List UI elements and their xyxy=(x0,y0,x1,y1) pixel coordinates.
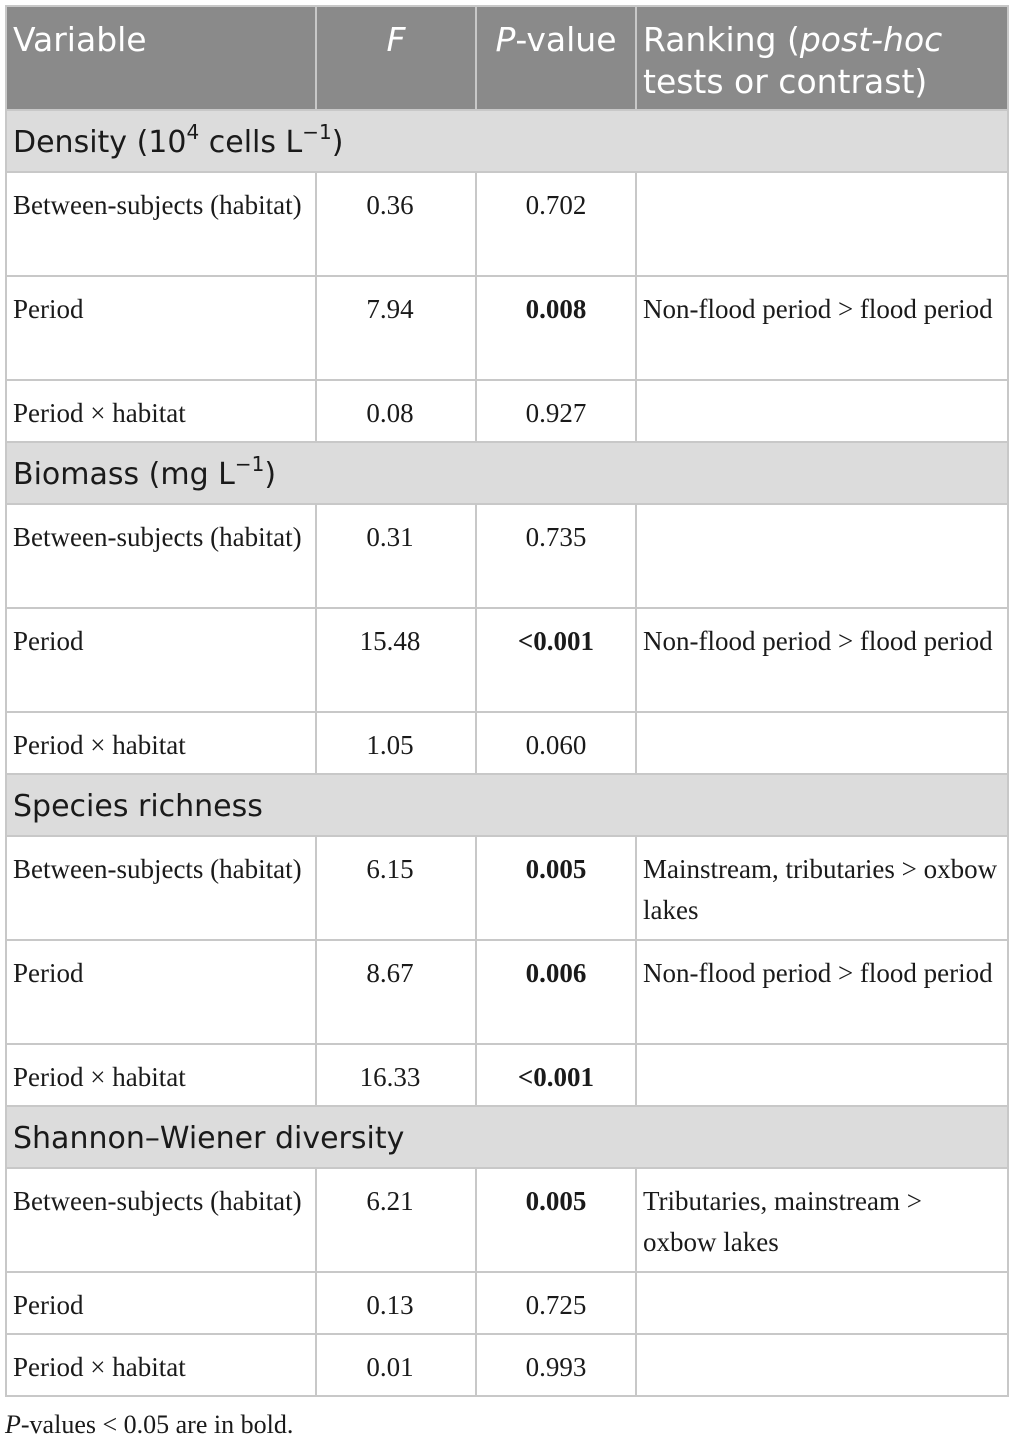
cell-variable: Period xyxy=(6,1272,316,1334)
cell-ranking xyxy=(636,504,1008,608)
cell-ranking xyxy=(636,1272,1008,1334)
cell-ranking xyxy=(636,380,1008,442)
section-title-title-pre: Biomass (mg L xyxy=(13,457,235,492)
cell-p-value: 0.005 xyxy=(476,836,636,940)
table-row xyxy=(6,172,1008,276)
header-ranking xyxy=(636,6,1008,110)
cell-variable: Between-subjects (habitat) xyxy=(6,836,316,940)
cell-variable: Period × habitat xyxy=(6,1044,316,1106)
cell-p-value: 0.006 xyxy=(476,940,636,1044)
table-row xyxy=(6,1044,1008,1106)
cell-p-value: <0.001 xyxy=(476,1044,636,1106)
cell-f: 6.15 xyxy=(316,836,476,940)
section-title-title-post: ) xyxy=(331,125,344,160)
cell-variable: Between-subjects (habitat) xyxy=(6,504,316,608)
header-ranking-a: Ranking ( xyxy=(643,20,800,59)
cell-f: 0.13 xyxy=(316,1272,476,1334)
footnote-italic: P xyxy=(5,1410,21,1439)
header-p-italic: P xyxy=(495,20,516,59)
section-title xyxy=(6,774,1008,836)
cell-variable: Period × habitat xyxy=(6,380,316,442)
cell-ranking: Non-flood period > flood period xyxy=(636,608,1008,712)
cell-variable: Period xyxy=(6,608,316,712)
header-ranking-italic: post-hoc xyxy=(799,20,943,59)
table-row xyxy=(6,712,1008,774)
cell-p-value: 0.005 xyxy=(476,1168,636,1272)
section-row xyxy=(6,442,1008,504)
cell-p-value: 0.735 xyxy=(476,504,636,608)
section-row xyxy=(6,110,1008,172)
header-p-rest: -value xyxy=(515,20,617,59)
table-row xyxy=(6,1272,1008,1334)
section-row xyxy=(6,1106,1008,1168)
header-variable: Variable xyxy=(6,6,316,110)
cell-variable: Period × habitat xyxy=(6,1334,316,1396)
cell-f: 8.67 xyxy=(316,940,476,1044)
section-title-title-pre: Density (10 xyxy=(13,125,187,160)
cell-variable: Period xyxy=(6,940,316,1044)
section-title-title-post: ) xyxy=(264,457,277,492)
cell-f: 1.05 xyxy=(316,712,476,774)
table-row xyxy=(6,380,1008,442)
cell-ranking xyxy=(636,712,1008,774)
cell-p-value: 0.702 xyxy=(476,172,636,276)
cell-p-value: 0.993 xyxy=(476,1334,636,1396)
cell-f: 6.21 xyxy=(316,1168,476,1272)
section-title xyxy=(6,110,1008,172)
cell-ranking xyxy=(636,172,1008,276)
table-row xyxy=(6,1334,1008,1396)
cell-f: 0.08 xyxy=(316,380,476,442)
cell-variable: Period xyxy=(6,276,316,380)
cell-p-value: 0.725 xyxy=(476,1272,636,1334)
cell-f: 7.94 xyxy=(316,276,476,380)
results-table xyxy=(5,5,1009,1397)
cell-ranking: Non-flood period > flood period xyxy=(636,276,1008,380)
cell-ranking xyxy=(636,1334,1008,1396)
cell-f: 15.48 xyxy=(316,608,476,712)
cell-f: 0.01 xyxy=(316,1334,476,1396)
section-title-title-sup: 4 xyxy=(186,120,200,144)
cell-variable: Between-subjects (habitat) xyxy=(6,1168,316,1272)
cell-p-value: 0.060 xyxy=(476,712,636,774)
table-row xyxy=(6,1168,1008,1272)
header-row xyxy=(6,6,1008,110)
section-title-title-pre: Species richness xyxy=(13,789,263,824)
section-title-title-pre: Shannon–Wiener diversity xyxy=(13,1121,405,1156)
footnote-text: -values < 0.05 are in bold. xyxy=(20,1410,294,1439)
section-title xyxy=(6,1106,1008,1168)
section-row xyxy=(6,774,1008,836)
cell-variable: Between-subjects (habitat) xyxy=(6,172,316,276)
header-f xyxy=(316,6,476,110)
footnote xyxy=(5,1410,293,1440)
section-title-title-sup2: −1 xyxy=(302,120,332,144)
table-body xyxy=(6,110,1008,1396)
cell-p-value: 0.008 xyxy=(476,276,636,380)
table-row xyxy=(6,940,1008,1044)
cell-f: 0.31 xyxy=(316,504,476,608)
header-f-text: F xyxy=(386,20,406,59)
cell-variable: Period × habitat xyxy=(6,712,316,774)
cell-ranking: Mainstream, tributaries > oxbow lakes xyxy=(636,836,1008,940)
table-row xyxy=(6,276,1008,380)
cell-ranking: Non-flood period > flood period xyxy=(636,940,1008,1044)
cell-p-value: 0.927 xyxy=(476,380,636,442)
header-p-value xyxy=(476,6,636,110)
header-ranking-b: tests or contrast) xyxy=(643,62,928,101)
section-title-title-mid: cells L xyxy=(199,125,303,160)
cell-f: 16.33 xyxy=(316,1044,476,1106)
section-title xyxy=(6,442,1008,504)
table-row xyxy=(6,836,1008,940)
cell-p-value: <0.001 xyxy=(476,608,636,712)
table-row xyxy=(6,504,1008,608)
cell-ranking: Tributaries, mainstream > oxbow lakes xyxy=(636,1168,1008,1272)
section-title-title-sup: −1 xyxy=(234,452,265,476)
cell-f: 0.36 xyxy=(316,172,476,276)
cell-ranking xyxy=(636,1044,1008,1106)
table-row xyxy=(6,608,1008,712)
